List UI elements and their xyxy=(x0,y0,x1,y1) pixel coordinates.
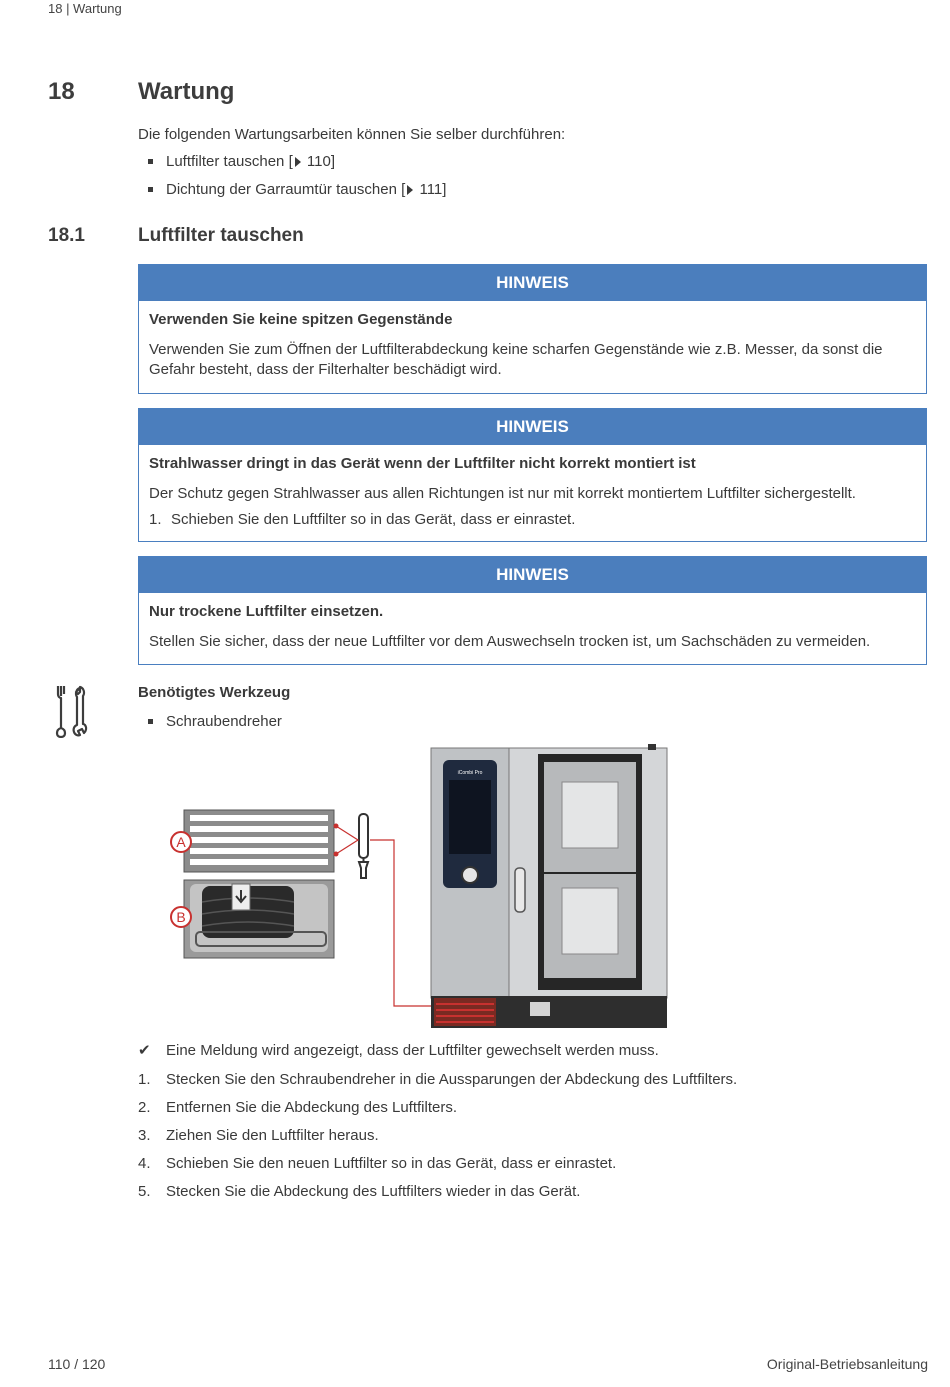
notice-header: HINWEIS xyxy=(139,265,926,301)
document-title: Original-Betriebsanleitung xyxy=(766,1356,928,1372)
link-door-seal[interactable]: Dichtung der Garraumtür tauschen [ 111] xyxy=(138,176,446,204)
tools-icon xyxy=(54,684,92,738)
svg-text:B: B xyxy=(176,909,186,925)
svg-text:A: A xyxy=(176,834,186,850)
air-filter-illustration xyxy=(160,742,680,1034)
notice-header: HINWEIS xyxy=(139,409,926,445)
notice-title: Verwenden Sie keine spitzen Gegenstände xyxy=(149,311,453,328)
notice-title: Nur trockene Luftfilter einsetzen. xyxy=(149,603,384,620)
result-message: ✔ Eine Meldung wird angezeigt, dass der Luftfilter gewechselt werden muss. xyxy=(138,1042,659,1059)
list-item: 2. Entfernen Sie die Abdeckung des Luftfilters. xyxy=(138,1099,458,1116)
notice-title: Strahlwasser dringt in das Gerät wenn der Luftfilter nicht korrekt montiert ist xyxy=(149,455,696,472)
list-item: 5. Stecken Sie die Abdeckung des Luftfilters wieder in das Gerät. xyxy=(138,1183,581,1200)
filter-cover xyxy=(184,810,334,872)
tool-item: Schraubendreher xyxy=(138,708,282,736)
page-arrow-icon xyxy=(407,185,413,195)
combi-steamer xyxy=(431,744,667,1028)
notice-jet-water xyxy=(138,408,927,542)
list-item: 1. Stecken Sie den Schraubendreher in die Aussparungen der Abdeckung des Luftfilters. xyxy=(138,1071,738,1088)
link-air-filter[interactable]: Luftfilter tauschen [ 110] xyxy=(138,148,446,176)
list-item: 3. Ziehen Sie den Luftfilter heraus. xyxy=(138,1127,379,1144)
chapter-title: Wartung xyxy=(138,78,235,105)
notice-step: 1. Schieben Sie den Luftfilter so in das Gerät, dass er einrastet. xyxy=(149,511,576,528)
chapter-number: 18 xyxy=(48,78,75,105)
page-number: 110 / 120 xyxy=(48,1356,106,1372)
section-number: 18.1 xyxy=(48,225,85,246)
running-head: 18 | Wartung xyxy=(48,1,122,16)
check-icon: ✔ xyxy=(138,1042,151,1059)
label-b xyxy=(171,907,191,927)
tools-list xyxy=(138,708,282,736)
screwdriver xyxy=(359,814,368,878)
page-arrow-icon xyxy=(295,157,301,167)
maintenance-link-list xyxy=(138,148,446,204)
steps-list xyxy=(138,1066,737,1206)
section-title: Luftfilter tauschen xyxy=(138,225,304,246)
notice-text: Der Schutz gegen Strahlwasser aus allen Richtungen ist nur mit korrekt montiertem Luftfilter sichergestellt. xyxy=(149,485,856,502)
notice-header: HINWEIS xyxy=(139,557,926,593)
intro-text: Die folgenden Wartungsarbeiten können Sie selber durchführen: xyxy=(138,126,566,143)
svg-text:iCombi Pro: iCombi Pro xyxy=(457,770,483,776)
notice-text: Stellen Sie sicher, dass der neue Luftfilter vor dem Auswechseln trocken ist, um Sachschäden zu vermeiden. xyxy=(149,633,871,650)
tools-title: Benötigtes Werkzeug xyxy=(138,684,291,701)
notice-sharp-objects xyxy=(138,264,927,394)
filter-housing xyxy=(184,880,334,958)
notice-dry-filter xyxy=(138,556,927,665)
label-a xyxy=(171,832,191,852)
notice-text: Verwenden Sie zum Öffnen der Luftfilterabdeckung keine scharfen Gegenstände wie z.B. Messer, da sonst die Gefahr besteht, dass der Filterhalter beschädigt wird. xyxy=(149,341,883,378)
list-item: 4. Schieben Sie den neuen Luftfilter so in das Gerät, dass er einrastet. xyxy=(138,1155,617,1172)
